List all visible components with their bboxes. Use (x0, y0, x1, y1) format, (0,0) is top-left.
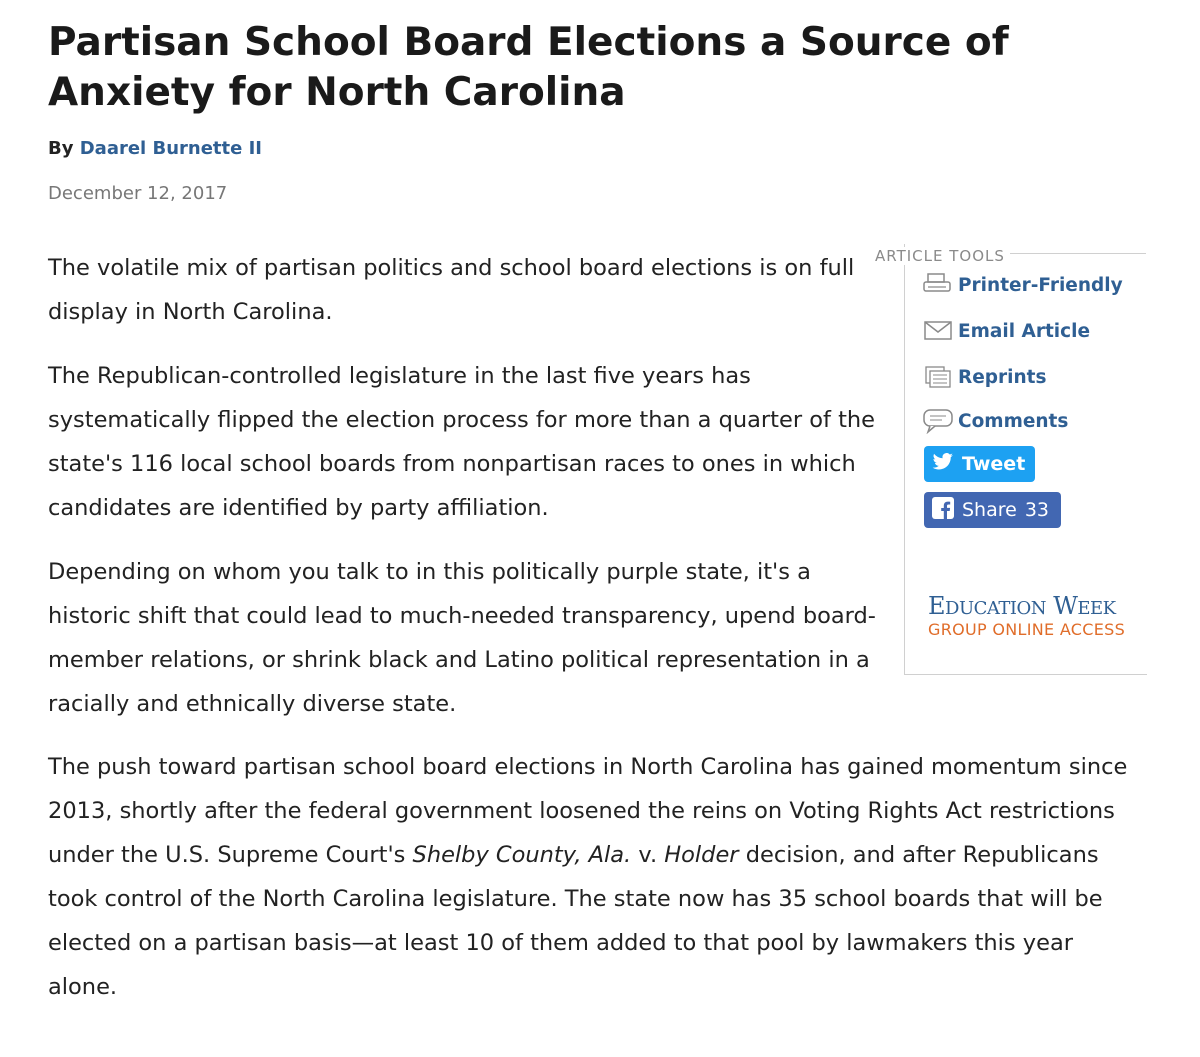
article-tools-title: ARTICLE TOOLS (875, 247, 1009, 265)
byline (48, 138, 262, 159)
paragraph-4-text-b: v. (631, 842, 665, 868)
facebook-share-button[interactable] (924, 492, 1061, 528)
envelope-icon (922, 318, 956, 344)
publish-date: December 12, 2017 (48, 183, 228, 204)
article-headline: Partisan School Board Elections a Source of Anxiety for North Carolina (48, 20, 1009, 115)
tweet-label: Tweet (962, 453, 1026, 475)
reprints-label: Reprints (958, 366, 1047, 388)
share-label: Share (962, 499, 1017, 521)
education-week-logo[interactable] (928, 592, 1138, 639)
email-article-label: Email Article (958, 320, 1091, 342)
case-name-holder: Holder (664, 842, 739, 868)
paragraph-4-text-c: decision, and after Republicans took control of the North Carolina legislature. The state now has 35 school boards that will be elected on a partisan basis—at least 10 of them added to that pool by lawmakers this year alone. (48, 842, 1103, 1000)
reprints-link[interactable] (922, 364, 1047, 390)
author-link[interactable]: Daarel Burnette II (79, 138, 263, 159)
share-count: 33 (1024, 499, 1050, 521)
email-article-link[interactable] (922, 318, 1090, 344)
paragraph-4 (48, 745, 1148, 1009)
comments-link[interactable] (922, 408, 1068, 434)
paragraph-1: The volatile mix of partisan politics and school board elections is on full display in North Carolina. (48, 255, 855, 325)
comments-label: Comments (958, 410, 1069, 432)
printer-friendly-link[interactable] (922, 272, 1123, 298)
paragraph-3: Depending on whom you talk to in this politically purple state, it's a historic shift that could lead to much-needed transparency, upend board-member relations, or shrink black and Latino political representation in a racially and ethnically diverse state. (48, 559, 876, 717)
comment-icon (922, 408, 956, 434)
reprints-icon (922, 364, 956, 390)
case-name-shelby: Shelby County, Ala. (412, 842, 632, 868)
printer-icon (922, 272, 956, 298)
group-online-access-label: GROUP ONLINE ACCESS (928, 620, 1126, 639)
education-week-wordmark: EDUCATION WEEK (928, 592, 1116, 620)
facebook-icon (932, 497, 954, 524)
tweet-button[interactable] (924, 446, 1035, 482)
twitter-bird-icon (932, 453, 954, 476)
article-tools-divider (1010, 253, 1146, 254)
paragraph-4-text-a: The push toward partisan school board elections in North Carolina has gained momentum since 2013, shortly after the federal government loosened the reins on Voting Rights Act restrictions under the U.S. Supreme Court's (48, 754, 1128, 868)
paragraph-2: The Republican-controlled legislature in the last five years has systematically flipped the election process for more than a quarter of the state's 116 local school boards from nonpartisan races to ones in which candidates are identified by party affiliation. (48, 363, 876, 521)
byline-label: By (48, 138, 74, 159)
printer-friendly-label: Printer-Friendly (958, 274, 1123, 296)
